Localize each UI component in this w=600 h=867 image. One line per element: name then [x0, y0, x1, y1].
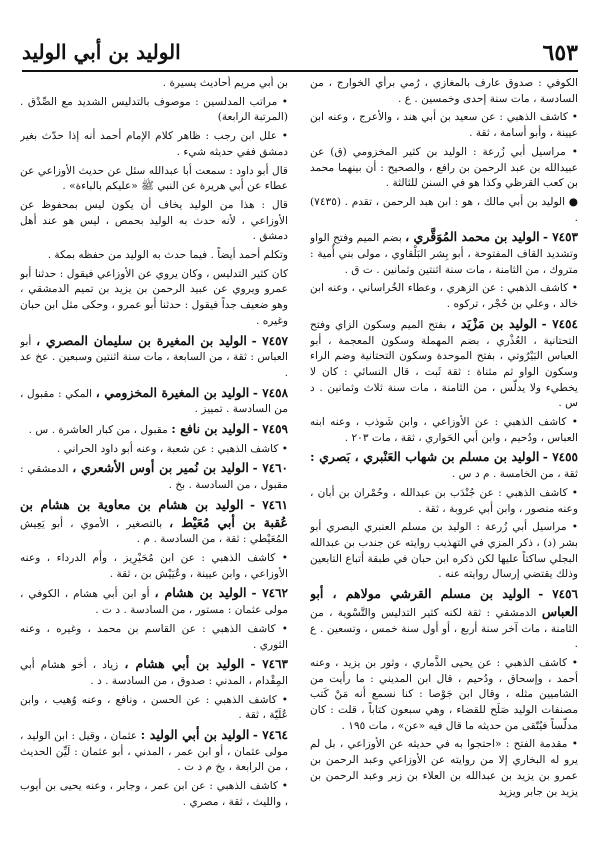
commentary-paragraph: • علل ابن رجب : ظاهر كلام الإمام أحمد أنه إذا حدّث بغير دمشق ففي حديثه شيء .: [20, 130, 288, 158]
biography-entry: [20, 727, 288, 776]
entry-heading: الوليد بن هشام ،: [154, 585, 247, 601]
commentary-paragraph: الكوفي : صدوق عارف بالمغازي ، رُمي برأي الخوارج ، من السادسة ، مات سنة إحدى وخمسين . ع .: [310, 77, 578, 105]
entry-heading: الوليد بن هشام بن معاوية بن هشام بن عُقبة بن أبي مُعَيْط ،: [20, 496, 288, 530]
biography-entry: [310, 229, 578, 278]
page-header: [22, 40, 578, 72]
commentary-paragraph: • كاشف الذهبي : عن شعبة ، وعنه أبو داود الحراني .: [56, 442, 288, 455]
entry-text: عثمان ، وقيل : ابن الوليد ، مولى عثمان ، أو ابن عمر ، المدني ، أبو عثمان : لَيِّن الحديث ، من الرابعة ، بخ م د ت .: [20, 730, 288, 774]
entry-number: ٧٤٦٢ -: [251, 586, 288, 601]
commentary-paragraph: • مقدمة الفتح : «احتجوا به في حديثه عن الأوزاعي ، بل لم يرو له البخاري إلا من روايته عن الأوزاعي وعبد الرحمن بن عمرو بن يزيد بن عبدالله بن العلاء بن زبر وعبد الرحمن بن يزيد بن جابر ويزيد: [310, 738, 578, 798]
biography-entry: [20, 421, 288, 439]
entry-text: أبو العباس : ثقة ، من السابعة ، مات سنة اثنتين وسبعين . عخ عد .: [20, 335, 288, 379]
commentary-paragraph: • مراسيل أبي زُرعة : الوليد بن كثير المخزومي (ق) عن عبيدالله بن عبد الرحمن بن رافع ، والصحيح : أن بينهما محمد بن كعب القرظي وكذا هو في السنن للثالثة .: [310, 145, 578, 190]
biography-entry: [20, 333, 288, 382]
biography-entry: [310, 586, 578, 653]
entry-heading: الوليد بن مَزْيَد ،: [451, 315, 537, 331]
commentary-paragraph: قال : هذا من الوليد يخاف أن يكون ليس بمحفوظ عن الأوزاعي ، لأنه حدث به الوليد بحمص ، ليس هو عند أهل دمشق .: [20, 198, 288, 243]
entry-number: ٧٤٥٦ -: [538, 587, 578, 602]
entry-number: ٧٤٥٥ -: [542, 450, 578, 465]
entry-number: ٧٤٥٣ -: [543, 230, 578, 245]
commentary-paragraph: • كاشف الذهبي : عن ابن عمر ، وجابر ، وعنه يحيى بن أيوب ، والليث ، ثقة ، مصري .: [20, 780, 288, 808]
entry-text: بضم الميم وفتح الواو وتشديد القاف المفتوحة ، أبو بِشر البَلْقاوي ، مولى بني أُمية : متروك ، من الثامنة ، مات سنة اثنتين وثمانين . ت ق .: [310, 232, 578, 276]
commentary-paragraph: • كاشف الذهبي : عن ابن مُحَيْرِيز ، وأم الدرداء ، وعنه الأوزاعي ، وابن عيينة ، وعُيَيْش بن ، ثقة .: [20, 551, 288, 580]
entry-text: بفتح الميم وسكون الزاي وفتح التحتانية ، العُذْري ، بضم المهملة وسكون المعجمة ، أبو العباس البَيْرُوتي ، بفتح الموحدة وسكون التحتانية وضم الراء وسكون الواو ثم مثناة : ثقة ثَبت ، قال النسائي : كان لا يخطيء ولا يدلّس ، من الثامنة ، مات سنة ثلاث وثمانين . د س .: [310, 318, 578, 410]
commentary-paragraph: • كاشف الذهبي : عن الزهري ، وعطاء الخُراساني ، وعنه ابن خالد ، وعلي بن حُجْر ، تركوه .: [310, 282, 578, 311]
entry-text: بالتصغير ، الأموي ، أبو يَعِيش المُعَيْطي : ثقة ، من السادسة . م .: [20, 517, 288, 546]
entry-heading: الوليد بن أبي الوليد :: [140, 727, 250, 743]
biography-entry: [310, 316, 578, 412]
biography-entry: [20, 497, 288, 548]
commentary-paragraph: وتكلم أحمد أيضاً . فيما حدث به الوليد من حفظه بمكة .: [47, 249, 288, 262]
commentary-paragraph: • مراتب المدلسين : موصوف بالتدليس الشديد مع الصِّدْق . (المرتبة الرابعة): [20, 95, 288, 124]
entry-number: ٧٤٥٤ -: [541, 316, 578, 331]
entry-text: ثقة ، من الخامسة . م د س .: [451, 468, 578, 481]
biography-entry: [20, 656, 288, 689]
entry-heading: الوليد بن أبي هشام ،: [124, 656, 245, 672]
biography-entry: [310, 449, 578, 482]
entry-number: ٧٤٥٩ -: [253, 422, 288, 437]
running-title: الوليد بن أبي الوليد: [22, 40, 181, 64]
entry-heading: الوليد بن نُمير بن أوس الأشعري ،: [72, 460, 249, 476]
entry-heading: الوليد بن مسلم القرشي مولاهم ، أبو العباس: [310, 586, 578, 619]
commentary-paragraph: • كاشف الذهبي : عن الحسن ، ونافع ، وعنه وُهيب ، وابن عُلَيّة ، ثقة .: [20, 693, 288, 722]
entry-text: المكي : مقبول ، من السادسة . تمييز .: [20, 387, 288, 416]
entry-number: ٧٤٦٠ -: [252, 461, 288, 476]
entry-number: ٧٤٦٣ -: [250, 657, 288, 672]
entry-heading: الوليد بن نافع :: [171, 421, 250, 437]
commentary-paragraph: • كاشف الذهبي : عن جُنْدَب بن عبدالله ، وحُمْران بن أبان ، وعنه منصور ، وابن أبي عروبة ، ثقة .: [310, 486, 578, 515]
entry-number: ٧٤٥٨ -: [252, 385, 288, 400]
commentary-paragraph: • كاشف الذهبي : عن يحيى الذَّماري ، وثور بن يزيد ، وعنه أحمد ، وإسحاق ، ودُحيم ، قال ابن المديني : ما رأيت من الشاميين مثله ، وقال ابن جَوْصا : كنا نسمع أنه مَنْ كَتب مصنفات الوليد صَلَح للقضاء ، وهي سبعون كتاباً ، قلت : كان مدلّساً فيُتّقى من حديثه ما قال فيه «عن» ، مات ١٩٥ .: [310, 656, 578, 732]
page-number: ٦٥٣: [542, 40, 578, 66]
entry-heading: الوليد بن محمد المُوَقَّري ،: [405, 229, 540, 245]
entry-heading: الوليد بن المغيرة بن سليمان المصري ،: [36, 332, 247, 348]
commentary-paragraph: قال أبو داود : سمعت أبا عبدالله سئل عن حديث الأوزاعي عن عطاء عن أبي هريرة عن النبي ﷺ «عليكم بالباءة» .: [20, 164, 288, 193]
entry-number: ٧٤٦٤ -: [252, 728, 288, 743]
entry-text: مقبول ، من كبار العاشرة . س .: [28, 424, 168, 437]
commentary-paragraph: ● الوليد بن أبي مالك ، هو : ابن هبد الرحمن ، تقدم . (٧٤٣٥) .: [310, 195, 578, 224]
entry-text: الدمشقي : مقبول ، من السادسة . بخ .: [20, 463, 288, 492]
commentary-paragraph: • كاشف الذهبي : عن القاسم بن محمد ، وغيره ، وعنه الثوري .: [20, 622, 288, 651]
left-column: [20, 76, 288, 857]
entry-number: ٧٤٦١ -: [249, 497, 288, 512]
biography-entry: [20, 585, 288, 618]
commentary-paragraph: • مراسيل أبي زُرعة : الوليد بن مسلم العنبري البصري أبو بشر (د) ، ذكر المزي في التهذيب روايته عن جندب بن عبدالله البجلي ساكتاً عليها لكن ذكره ابن حبان في طبقة أتباع التابعين وذلك يقتضي إرسال روايته عنه .: [310, 521, 578, 581]
commentary-paragraph: بن أبي مريم أحاديث يسيرة .: [162, 77, 288, 89]
entry-text: أو ابن أبي هشام ، الكوفي ، مولى عثمان : مستور ، من السادسة . د ت .: [20, 588, 288, 617]
entry-number: ٧٤٥٧ -: [251, 333, 288, 348]
commentary-paragraph: • كاشف الذهبي : عن سعيد بن أبي هند ، والأعرج ، وعنه ابن عيينة ، وأبو أسامة ، ثقة .: [310, 111, 578, 140]
commentary-paragraph: كان كثير التدليس ، وكان يروي عن الأوزاعي فيقول : حدثنا أبو عمرو ويروي عن عبيد الرحمن بن يزيد بن تميم الدمشقي ، وهو ضعيف جداً فيقول : حدثنا أبو عمرو ، وحكى مثل ابن حبان وغيره .: [20, 267, 288, 327]
biography-entry: [20, 460, 288, 493]
biography-entry: [20, 385, 288, 418]
entry-text: الدمشقي : ثقة لكنه كثير التدليس والتَّسْوية ، من الثامنة ، مات آخر سنة أربع ، أو أول سنة خمس ، وتسعين . ع .: [310, 606, 578, 651]
right-column: [310, 76, 578, 857]
entry-text: زياد ، أخو هشام أبي المِقْدام ، المدني : صدوق ، من السادسة . د .: [20, 659, 288, 687]
entry-heading: الوليد بن مسلم بن شهاب العَنْبري ، بَصري :: [310, 449, 540, 465]
entry-heading: الوليد بن المغيرة المخزومي ،: [95, 384, 250, 400]
commentary-paragraph: • كاشف الذهبي : عن الأوزاعي ، وابن شَوذب ، وعنه ابنه العباس ، ودُحيم ، وابن أبي الحَواري ، ثقة ، مات ٢٠٣ .: [310, 416, 578, 444]
